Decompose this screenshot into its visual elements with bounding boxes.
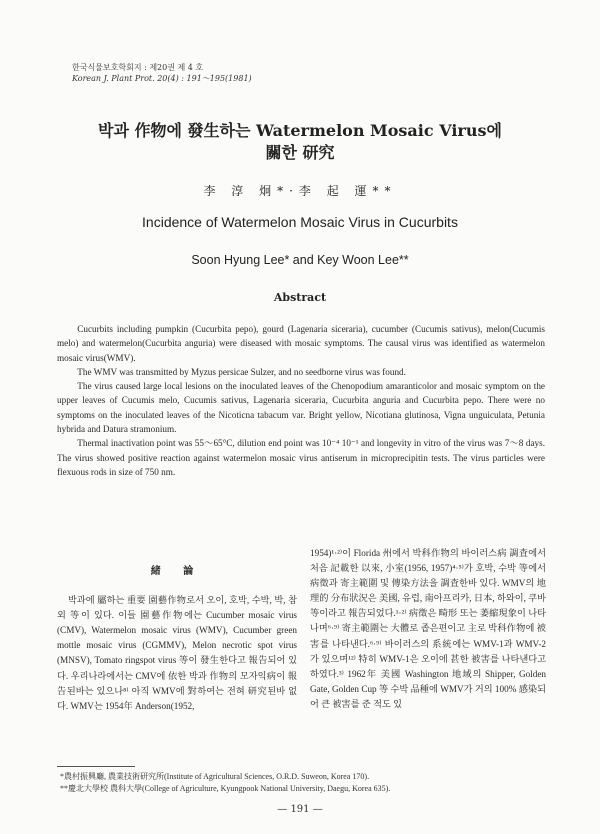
title-english: Incidence of Watermelon Mosaic Virus in Cucurbits (142, 214, 458, 230)
abstract-paragraph: Thermal inactivation point was 55～65°C, dilution end point was 10⁻⁴ 10⁻¹ and longevity in vitro of the virus was 7～8 days. The virus showed positive reaction against watermelon mosaic virus antiserum in microprecipitin tests. The virus particles were flexuous rods in size of 750 nm. (57, 438, 545, 477)
body-column-right (310, 546, 546, 712)
title-korean-line2: 關한 研究 (265, 143, 335, 162)
footnotes (60, 771, 550, 795)
journal-citation (72, 62, 252, 84)
footnote-affiliation-1: *農村振興廳, 農業技術研究所(Institute of Agricultural Sciences, O.R.D. Suweon, Korea 170). (60, 772, 370, 781)
footnote-affiliation-2: **慶北大學校 農科大學(College of Agriculture, Kyungpook National University, Daegu, Korea 635). (60, 784, 391, 793)
abstract-body (57, 322, 545, 479)
authors-korean: 李 淳 炯*·李 起 運** (203, 184, 397, 198)
page-number: — 191 — (277, 804, 323, 815)
abstract-paragraph: The WMV was transmitted by Myzus persicae Sulzer, and no seedborne virus was found. (77, 366, 406, 377)
introduction-text-left: 박과에 屬하는 重要 園藝作物로서 오이, 호박, 수박, 박, 참외 等이 있다. 이들 園藝作物에는 Cucumber mosaic virus (CMV), Watermelon mosaic virus (WMV), Cucumber green mottle mosaic virus (CGMMV), Melon necrotic spot virus (MNSV), Tomato ringspot virus 等이 發生한다고 報告되어 있다. 우리나라에서는 CMV에 依한 박과 作物의 모자익病이 報告된바는 있으나⁸⁾ 아직 WMV에 對하여는 전혀 研究된바 없다. WMV는 1954年 Anderson(1952, (57, 595, 297, 711)
abstract-heading: Abstract (273, 291, 327, 304)
introduction-heading: 緒 論 (150, 566, 204, 577)
title-korean-line1: 박과 作物에 發生하는 Watermelon Mosaic Virus에 (98, 121, 502, 140)
body-column-left (57, 548, 297, 714)
introduction-text-right: 1954)¹⋅²⁾이 Florida 州에서 박科作物의 바이러스病 調査에서 처음 記載한 以來, 小室(1956, 1957)⁴⋅⁵⁾가 호박, 수박 等에서 病徵과 寄主範圍 및 傳染方法을 調査한바 있다. WMV의 地理的 分布狀況은 美國, 유럽, 南아프리카, 日本, 하와이, 쿠바 等이라고 報告되었다.¹⋅²⁾ 病徵은 畸形 또는 萎縮現象이 나타나며⁶⋅⁹⁾ 寄主範圍는 大體로 좁은편이고 主로 박科作物에 被害를 나타낸다.⁶⋅⁹⁾ 바이러스의 系統에는 WMV-1과 WMV-2가 있으며¹²⁾ 特히 WMV-1은 오이에 甚한 被害를 나타낸다고 하였다.³⁾ 1962年 美國 Washington 地域의 Shipper, Golden Gate, Golden Cup 等 수박 品種에 WMV가 거의 100% 感染되어 큰 被害를 준 적도 있 (310, 548, 546, 709)
abstract-paragraph: The virus caused large local lesions on the inoculated leaves of the Chenopodium amaranticolor and mosaic symptom on the upper leaves of Cucumis melo, Cucumis sativus, Lagenaria siceraria, Cucurbita anguria and Cucurbita pepo. There were no symptoms on the inoculated leaves of the Nicoticna tabacum var. Bright yellow, Nicotiana glutinosa, Vigna unguiculata, Petunia hybrida and Datura stramonium. (57, 381, 545, 435)
abstract-paragraph: Cucurbits including pumpkin (Cucurbita pepo), gourd (Lagenaria siceraria), cucumber (Cucumis sativus), melon(Cucumis melo) and watermelon(Cucurbita anguria) were diseased with mosaic symptoms. The causal virus was identified as watermelon mosaic virus(WMV). (57, 324, 545, 363)
authors-english: Soon Hyung Lee* and Key Woon Lee** (191, 253, 409, 267)
journal-line-ko: 한국식물보호학회지 : 제20권 제 4 호 (72, 63, 204, 72)
journal-line-en: Korean J. Plant Prot. 20(4) : 191～195(1981) (72, 74, 252, 83)
title-korean (60, 120, 540, 164)
footnote-divider (57, 766, 135, 767)
